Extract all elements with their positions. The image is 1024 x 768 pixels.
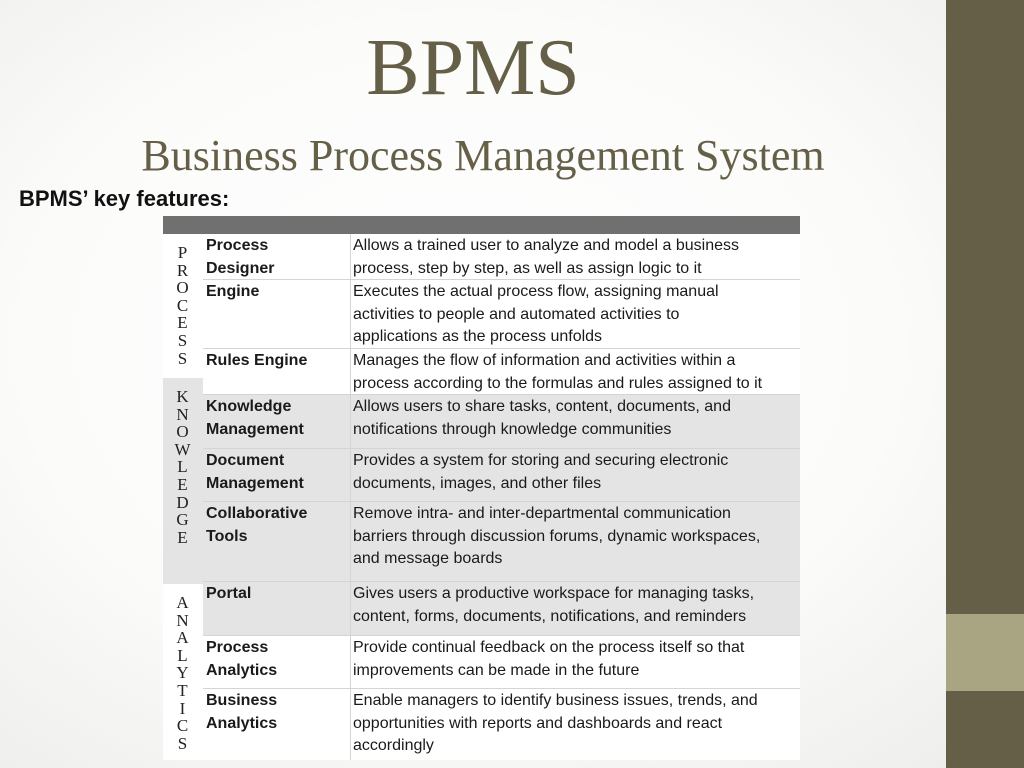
feature-name: Rules Engine <box>203 349 351 394</box>
features-table <box>163 216 800 760</box>
table-row <box>203 636 800 689</box>
feature-description: Enable managers to identify business issues, trends, and opportunities with reports and dashboards and react accordingly <box>353 692 758 754</box>
feature-description: Provides a system for storing and securing electronic documents, images, and other files <box>353 452 729 492</box>
category-process-label: P R O C E S S <box>176 243 190 368</box>
slide-subtitle: Business Process Management System <box>141 131 825 180</box>
feature-name: Process Analytics <box>203 636 351 688</box>
feature-name: Portal <box>203 582 351 635</box>
category-column <box>163 234 203 760</box>
category-knowledge-label: K N O W L E D G E <box>174 387 192 547</box>
table-row <box>203 280 800 349</box>
feature-description: Gives users a productive workspace for managing tasks, content, forms, documents, notifications, and reminders <box>353 585 755 625</box>
feature-name: Knowledge Management <box>203 395 351 448</box>
table-row <box>203 582 800 636</box>
table-row <box>203 689 800 760</box>
feature-name: Business Analytics <box>203 689 351 760</box>
table-row <box>203 234 800 280</box>
category-analytics-label: A N A L Y T I C S <box>176 593 190 753</box>
feature-description: Allows a trained user to analyze and model a business process, step by step, as well as assign logic to it <box>353 237 739 277</box>
category-analytics <box>163 584 203 760</box>
feature-description: Remove intra- and inter-departmental communication barriers through discussion forums, dynamic workspaces, and message boards <box>353 505 761 567</box>
features-label: BPMS’ key features: <box>19 186 230 211</box>
feature-description: Provide continual feedback on the process itself so that improvements can be made in the future <box>353 639 745 679</box>
category-process <box>163 234 203 378</box>
feature-name: Process Designer <box>203 234 351 279</box>
side-accent-bar <box>946 0 1024 768</box>
table-header-band <box>163 216 800 234</box>
table-row <box>203 395 800 449</box>
feature-description: Executes the actual process flow, assigning manual activities to people and automated activities to applications as the process unfolds <box>353 283 719 345</box>
table-row <box>203 449 800 502</box>
feature-rows <box>203 234 800 760</box>
table-row <box>203 349 800 395</box>
table-body <box>163 234 800 760</box>
feature-name: Engine <box>203 280 351 348</box>
feature-name: Collaborative Tools <box>203 502 351 581</box>
feature-description: Allows users to share tasks, content, documents, and notifications through knowledge communities <box>353 398 731 438</box>
feature-name: Document Management <box>203 449 351 501</box>
category-knowledge <box>163 378 203 584</box>
slide-title: BPMS <box>366 24 580 112</box>
side-accent-block <box>946 614 1024 691</box>
feature-description: Manages the flow of information and activities within a process according to the formulas and rules assigned to it <box>353 352 763 392</box>
table-row <box>203 502 800 582</box>
